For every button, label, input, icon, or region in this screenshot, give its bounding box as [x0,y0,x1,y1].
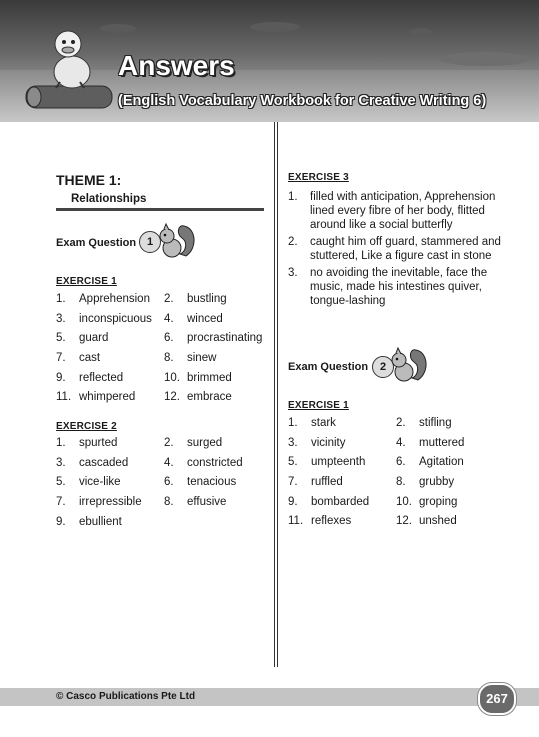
answer-number: 9. [56,515,66,528]
answer-number: 10. [164,371,180,384]
theme-subtitle: Relationships [71,193,147,205]
theme-heading: THEME 1: [56,172,122,188]
answer-text: reflexes [311,515,352,528]
rock [440,52,530,66]
answer-text: surged [187,437,223,449]
answer-text: vice-like [79,476,121,489]
answer-number: 4. [164,312,174,325]
exam-question-label: Exam Question [56,237,137,249]
answer-text: cascaded [79,456,129,469]
answer-text: ruffled [311,476,343,489]
answer-text: whimpered [79,391,136,404]
answer-number: 11. [288,515,304,528]
exercise-2-answers [56,437,243,535]
answer-text: brimmed [187,371,232,384]
exercise-1-heading: EXERCISE 1 [288,400,349,411]
answer-number: 8. [396,476,406,489]
answer-text: umpteenth [311,456,366,469]
answer-number: 4. [164,456,174,469]
answer-text: unshed [419,515,457,528]
answer-number: 5. [56,476,66,489]
answer-number: 5. [288,456,298,469]
exam-question-number-badge: 2 [372,356,394,378]
theme-underline [56,208,264,211]
answer-number: 3. [56,312,66,325]
exercise-3-answers [288,190,503,311]
answer-text: tenacious [187,476,237,489]
answer-text: cast [79,352,101,365]
answer-number: 7. [56,496,66,509]
duckling-icon [22,22,118,118]
exercise-1-answers [288,417,464,535]
header-banner [0,0,539,122]
answer-text: bustling [187,293,227,305]
answer-number: 4. [396,436,406,449]
answer-text: no avoiding the inevitable, face the music, made his intestines quiver, tongue-lashing [310,267,488,307]
answer-text: constricted [187,456,243,469]
answer-number: 12. [164,391,180,404]
rock [410,28,432,35]
exercise-3-heading: EXERCISE 3 [288,172,349,183]
answer-text: Agitation [419,456,464,469]
exam-question-label: Exam Question [288,361,369,373]
answer-number [164,516,187,536]
answer-text: vicinity [311,436,346,449]
list-item [288,266,503,308]
answer-number: 8. [164,496,174,509]
copyright-text: © Casco Publications Pte Ltd [56,691,196,702]
answer-number: 11. [56,391,72,404]
exercise-1-answers [56,293,262,411]
squirrel-icon [388,346,430,384]
answer-text [187,516,243,536]
answer-number: 1. [288,191,298,203]
column-divider [274,122,278,667]
answer-text: ebullient [79,515,122,528]
answer-number: 8. [164,352,174,365]
answer-text: stark [311,417,336,429]
answer-text: embrace [187,391,232,404]
page-title: Answers [118,50,235,81]
answer-number: 1. [56,437,66,449]
answer-text: bombarded [311,495,370,508]
answer-number: 2. [164,437,174,449]
exam-question-number-badge: 1 [139,231,161,253]
answer-text: effusive [187,496,227,509]
exercise-2-heading: EXERCISE 2 [56,421,117,432]
exercise-1-heading: EXERCISE 1 [56,276,117,287]
answer-number: 3. [56,456,66,469]
answer-number: 2. [288,236,298,248]
answer-number: 1. [56,293,66,305]
list-item [288,190,503,232]
answer-number: 6. [164,476,174,489]
answer-text: groping [419,495,458,508]
answer-text: irrepressible [79,496,142,509]
list-item [288,235,503,263]
answer-text: stifling [419,417,452,429]
answer-number: 9. [56,371,66,384]
answer-number: 9. [288,495,298,508]
squirrel-icon [156,222,198,260]
answer-text: Apprehension [79,293,150,305]
rock [250,22,300,32]
answer-text: filled with anticipation, Apprehension lined every fibre of her body, flitted around like a social butterfly [310,191,496,231]
answer-text: muttered [419,436,465,449]
answer-text: reflected [79,371,124,384]
answer-number: 1. [288,417,298,429]
page-subtitle: (English Vocabulary Workbook for Creative Writing 6) [118,93,487,109]
answer-number: 12. [396,515,412,528]
answer-number: 2. [164,293,174,305]
answer-text: sinew [187,352,217,365]
answer-number: 6. [164,332,174,345]
answer-text: spurted [79,437,118,449]
answer-text: winced [187,312,223,325]
answer-number: 5. [56,332,66,345]
answer-text: procrastinating [187,332,263,345]
answer-number: 7. [56,352,66,365]
page-number: 267 [478,683,516,715]
answer-number: 6. [396,456,406,469]
answer-number: 7. [288,476,298,489]
answer-text: caught him off guard, stammered and stuttered, Like a figure cast in stone [310,236,501,262]
answer-text: guard [79,332,109,345]
answer-text: grubby [419,476,455,489]
answer-number: 10. [396,495,412,508]
answer-text: inconspicuous [79,312,152,325]
answer-number: 2. [396,417,406,429]
answer-number: 3. [288,267,298,279]
answer-number: 3. [288,436,298,449]
